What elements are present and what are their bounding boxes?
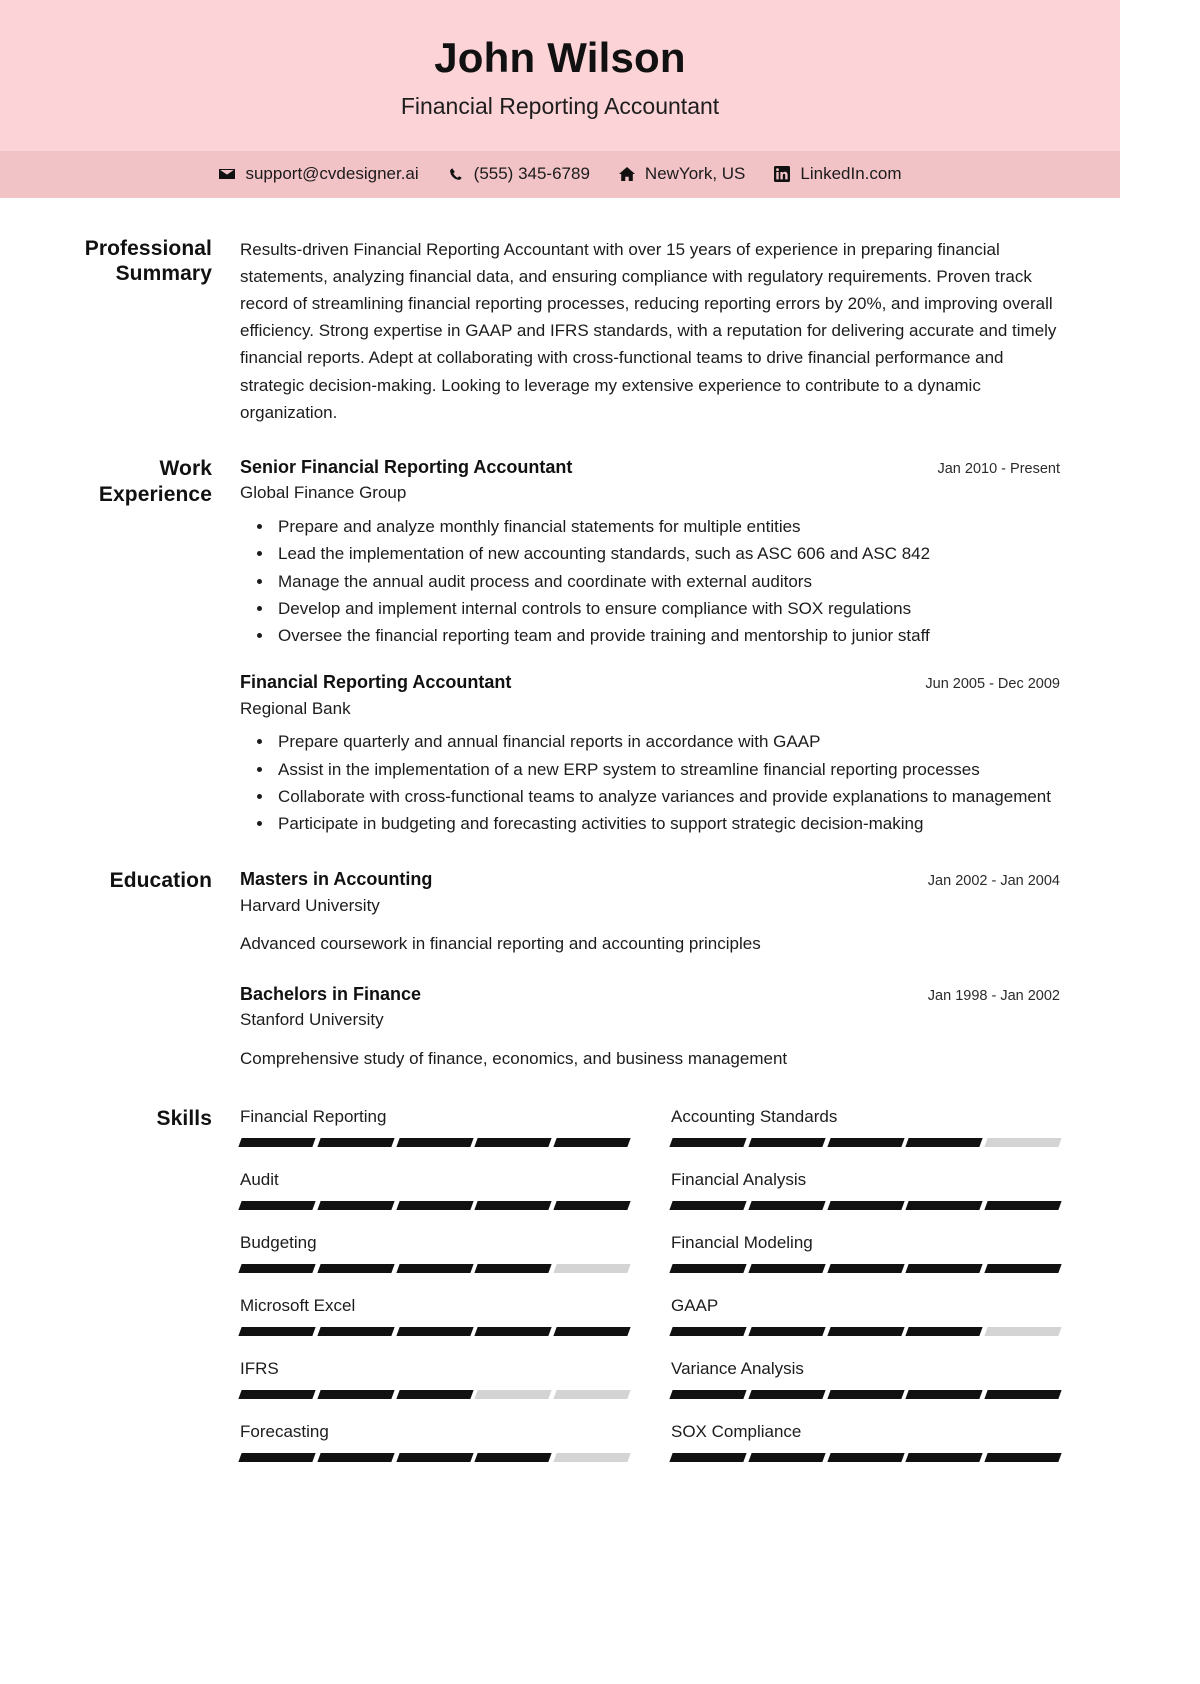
contact-phone-text: (555) 345-6789 — [473, 163, 590, 183]
skill-level-segment — [985, 1390, 1062, 1399]
skill-item — [671, 1421, 1060, 1484]
skill-level-segment — [554, 1327, 631, 1336]
skill-item — [671, 1232, 1060, 1295]
skill-name: GAAP — [671, 1296, 719, 1316]
work-bullet: • Assist in the implementation of a new ERP system to streamline financial reporting processes — [274, 757, 1060, 783]
skill-level-segment — [238, 1138, 315, 1147]
skill-level-segment — [238, 1327, 315, 1336]
work-bullet: • Prepare and analyze monthly financial statements for multiple entities — [274, 514, 1060, 540]
skill-level-segment — [669, 1201, 746, 1210]
section-body-skills — [240, 1106, 1060, 1485]
skill-level-segment — [827, 1453, 904, 1462]
skill-level-segment — [554, 1453, 631, 1462]
skill-level-bar — [671, 1201, 1060, 1210]
skill-level-segment — [475, 1201, 552, 1210]
skill-item — [240, 1106, 629, 1169]
skill-level-segment — [669, 1264, 746, 1273]
skill-level-bar — [671, 1390, 1060, 1399]
work-entry — [240, 671, 1060, 837]
contact-bar — [0, 151, 1120, 198]
work-bullet: • Develop and implement internal controls to ensure compliance with SOX regulations — [274, 596, 1060, 622]
skill-name: Financial Analysis — [671, 1169, 807, 1189]
section-body-education — [240, 868, 1060, 1072]
skill-level-segment — [396, 1201, 473, 1210]
skill-level-segment — [475, 1453, 552, 1462]
work-entry — [240, 456, 1060, 649]
skill-name: Forecasting — [240, 1422, 329, 1442]
section-label-work-experience: Work Experience — [98, 456, 212, 506]
section-work-experience — [60, 456, 1060, 838]
skill-item — [240, 1295, 629, 1358]
candidate-job-title: Financial Reporting Accountant — [400, 93, 720, 120]
skill-name: Financial Reporting — [240, 1106, 387, 1126]
work-entry-company: Global Finance Group — [240, 483, 407, 503]
skill-level-segment — [238, 1453, 315, 1462]
work-entry-head — [240, 456, 1060, 479]
section-label-skills: Skills — [156, 1106, 212, 1130]
skill-item — [671, 1358, 1060, 1421]
contact-email-text: support@cvdesigner.ai — [245, 163, 419, 183]
skill-level-segment — [748, 1201, 825, 1210]
skill-level-segment — [238, 1264, 315, 1273]
work-entry-title: Financial Reporting Accountant — [240, 672, 512, 693]
phone-icon — [447, 165, 465, 183]
skill-name: Microsoft Excel — [240, 1296, 356, 1316]
skill-level-bar — [240, 1138, 629, 1147]
work-bullet: • Prepare quarterly and annual financial reports in accordance with GAAP — [274, 729, 1060, 755]
skill-level-bar — [671, 1264, 1060, 1273]
skill-level-bar — [240, 1327, 629, 1336]
skill-level-segment — [396, 1327, 473, 1336]
contact-item-phone[interactable] — [447, 164, 590, 184]
education-school: Stanford University — [240, 1010, 384, 1030]
education-degree: Masters in Accounting — [240, 869, 433, 890]
skill-level-segment — [669, 1453, 746, 1462]
skill-level-segment — [748, 1390, 825, 1399]
education-entry — [240, 983, 1060, 1072]
work-bullet: • Lead the implementation of new accounting standards, such as ASC 606 and ASC 842 — [274, 541, 1060, 567]
skill-level-segment — [669, 1390, 746, 1399]
skill-level-segment — [317, 1138, 394, 1147]
skill-level-bar — [240, 1201, 629, 1210]
skill-level-bar — [671, 1138, 1060, 1147]
skill-name: Financial Modeling — [671, 1232, 813, 1252]
skill-level-segment — [827, 1264, 904, 1273]
skill-name: Audit — [240, 1169, 279, 1189]
envelope-icon — [218, 165, 236, 183]
work-entry-bullets — [240, 514, 1060, 649]
education-entry — [240, 868, 1060, 957]
skill-level-segment — [669, 1138, 746, 1147]
work-entry-date: Jan 2010 - Present — [937, 460, 1060, 477]
home-icon — [618, 165, 636, 183]
skill-level-bar — [671, 1327, 1060, 1336]
skill-level-segment — [827, 1201, 904, 1210]
linkedin-icon — [773, 165, 791, 183]
skill-level-segment — [317, 1390, 394, 1399]
skill-level-segment — [827, 1327, 904, 1336]
skill-level-segment — [396, 1138, 473, 1147]
section-body-work-experience — [240, 456, 1060, 838]
education-description: Advanced coursework in financial reporting and accounting principles — [240, 934, 761, 954]
skill-name: SOX Compliance — [671, 1422, 802, 1442]
skill-level-segment — [906, 1390, 983, 1399]
work-entry-date: Jun 2005 - Dec 2009 — [925, 676, 1060, 693]
skill-level-segment — [906, 1453, 983, 1462]
education-entry-head — [240, 868, 1060, 891]
skill-level-segment — [475, 1264, 552, 1273]
skill-level-segment — [985, 1201, 1062, 1210]
skill-item — [240, 1358, 629, 1421]
skill-level-segment — [906, 1201, 983, 1210]
skill-level-segment — [827, 1390, 904, 1399]
skill-level-segment — [317, 1201, 394, 1210]
skill-level-segment — [985, 1453, 1062, 1462]
skill-level-segment — [396, 1390, 473, 1399]
education-date: Jan 2002 - Jan 2004 — [927, 873, 1060, 890]
skill-item — [240, 1169, 629, 1232]
section-label-professional-summary: Professional Summary — [84, 236, 212, 286]
skill-level-segment — [906, 1138, 983, 1147]
skill-level-segment — [748, 1327, 825, 1336]
skill-item — [671, 1295, 1060, 1358]
skill-level-bar — [240, 1264, 629, 1273]
skill-item — [240, 1232, 629, 1295]
skill-level-bar — [671, 1453, 1060, 1462]
contact-linkedin-text: LinkedIn.com — [800, 163, 902, 183]
skill-level-segment — [906, 1264, 983, 1273]
skill-level-segment — [554, 1264, 631, 1273]
skill-level-segment — [317, 1453, 394, 1462]
work-entry-title: Senior Financial Reporting Accountant — [240, 456, 573, 477]
skill-level-segment — [554, 1390, 631, 1399]
skill-level-segment — [985, 1327, 1062, 1336]
education-entry-head — [240, 983, 1060, 1006]
skills-grid — [240, 1106, 1060, 1485]
skill-level-segment — [475, 1390, 552, 1399]
skill-item — [240, 1421, 629, 1484]
skill-name: IFRS — [240, 1359, 279, 1379]
contact-item-email[interactable] — [218, 164, 418, 184]
skill-level-segment — [238, 1390, 315, 1399]
work-entry-head — [240, 671, 1060, 694]
skill-level-segment — [748, 1453, 825, 1462]
candidate-name: John Wilson — [434, 34, 686, 81]
skill-name: Budgeting — [240, 1232, 317, 1252]
skill-level-segment — [396, 1264, 473, 1273]
skill-level-segment — [985, 1264, 1062, 1273]
work-bullet: • Manage the annual audit process and coordinate with external auditors — [274, 569, 1060, 595]
skill-item — [671, 1106, 1060, 1169]
skill-name: Variance Analysis — [671, 1359, 804, 1379]
section-education — [60, 868, 1060, 1072]
education-description: Comprehensive study of finance, economics, and business management — [240, 1049, 788, 1069]
skill-level-segment — [475, 1327, 552, 1336]
section-label-education: Education — [109, 869, 212, 893]
education-date: Jan 1998 - Jan 2002 — [927, 987, 1060, 1004]
skill-level-bar — [240, 1390, 629, 1399]
contact-location-text: NewYork, US — [644, 163, 746, 183]
skill-level-segment — [396, 1453, 473, 1462]
work-entry-company: Regional Bank — [240, 698, 351, 718]
skill-name: Accounting Standards — [671, 1106, 838, 1126]
skill-level-segment — [475, 1138, 552, 1147]
skill-level-segment — [669, 1327, 746, 1336]
work-entry-bullets — [240, 729, 1060, 837]
skill-level-segment — [827, 1138, 904, 1147]
skill-level-bar — [240, 1453, 629, 1462]
skill-level-segment — [317, 1327, 394, 1336]
contact-item-linkedin[interactable] — [773, 164, 901, 184]
resume-content — [0, 198, 1120, 1545]
section-skills — [60, 1106, 1060, 1485]
education-school: Harvard University — [240, 895, 380, 915]
skill-level-segment — [554, 1138, 631, 1147]
skill-level-segment — [317, 1264, 394, 1273]
skill-item — [671, 1169, 1060, 1232]
work-bullet: • Oversee the financial reporting team and provide training and mentorship to junior staff — [274, 623, 1060, 649]
skill-level-segment — [748, 1264, 825, 1273]
resume-header — [0, 0, 1120, 151]
professional-summary-text: Results-driven Financial Reporting Accountant with over 15 years of experience in preparing financial statements, analyzing financial data, and ensuring compliance with regulatory requirements. Proven track record of streamlining financial reporting processes, reducing reporting errors by 20%, and improving overall efficiency. Strong expertise in GAAP and IFRS standards, with a reputation for delivering accurate and timely financial reports. Adept at collaborating with cross-functional teams to drive financial performance and strategic decision-making. Looking to leverage my extensive experience to contribute to a dynamic organization. — [240, 239, 1057, 422]
work-bullet: • Collaborate with cross-functional teams to analyze variances and provide explanations to management — [274, 784, 1060, 810]
skill-level-segment — [748, 1138, 825, 1147]
section-professional-summary — [60, 236, 1060, 426]
education-degree: Bachelors in Finance — [240, 983, 422, 1004]
work-bullet: • Participate in budgeting and forecasting activities to support strategic decision-making — [274, 811, 1060, 837]
contact-item-location[interactable] — [618, 164, 745, 184]
skill-level-segment — [238, 1201, 315, 1210]
skill-level-segment — [554, 1201, 631, 1210]
skill-level-segment — [906, 1327, 983, 1336]
section-body-professional-summary — [240, 236, 1060, 426]
skill-level-segment — [985, 1138, 1062, 1147]
